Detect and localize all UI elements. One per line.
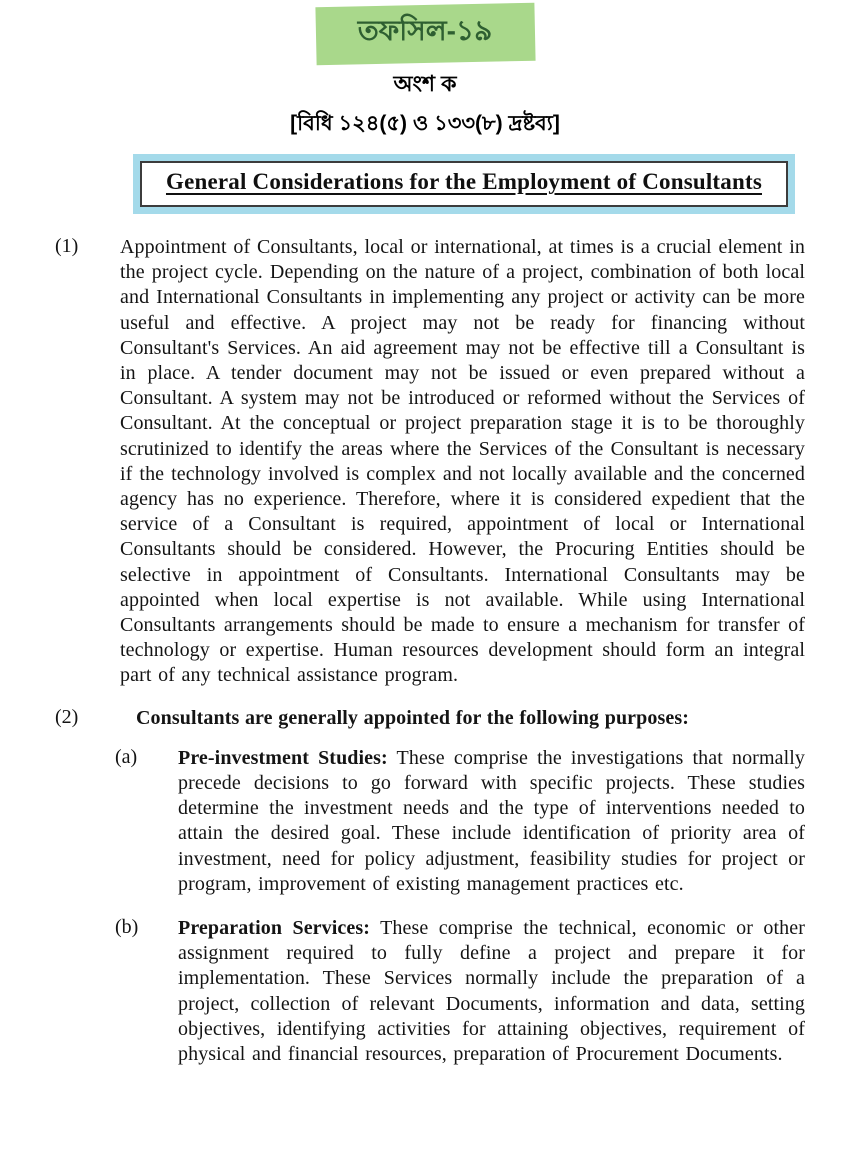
part-label: অংশ ক [393, 71, 457, 96]
paragraph-2-text: Consultants are generally appointed for the following purposes: [136, 706, 689, 729]
sub-paragraph-a-body: These comprise the investigations that normally precede decisions to go forward with specific projects. These studies determine the investment needs and the type of interventions needed to attain the desired goal. These include identification of priority area of investment, need for policy adjustment, feasibility studies for project or program, improvement of existing management practices etc. [178, 746, 805, 895]
sub-paragraph-b-lead: Preparation Services: [178, 917, 371, 940]
paragraph-2-marker: (2) [55, 705, 79, 728]
sub-paragraph-b-marker: (b) [115, 916, 139, 939]
rule-reference: [বিধি ১২৪(৫) ও ১৩৩(৮) দ্রষ্টব্য] [290, 112, 560, 135]
sub-paragraph-b [115, 916, 805, 1067]
main-title-inner-border [140, 161, 788, 207]
document-body [0, 214, 850, 1067]
sub-paragraph-a-marker: (a) [115, 745, 138, 768]
schedule-heading [316, 5, 535, 63]
sub-paragraph-a [115, 746, 805, 897]
main-title-box [133, 154, 795, 214]
document-header [0, 3, 850, 142]
sub-paragraph-b-body: These comprise the technical, economic or other assignment required to fully define a project and prepare it for implementation. These Services normally include the preparation of a project, collection of relevant Documents, information and data, setting objectives, identifying activities for attaining objectives, requirement of physical and financial resources, preparation of Procurement Documents. [178, 917, 805, 1066]
schedule-title: তফসিল-১৯ [357, 15, 493, 46]
sub-paragraph-a-lead: Pre-investment Studies: [178, 746, 388, 769]
sub-paragraph-b-text [178, 916, 805, 1067]
paragraph-1 [55, 235, 805, 689]
paragraph-1-text: Appointment of Consultants, local or international, at times is a crucial element in the project cycle. Depending on the nature of a project, combination of both local and International Consultants in implementing any project or activity can be more useful and effective. A project may not be ready for financing without Consultant's Services. An aid agreement may not be effective till a Consultant is in place. A tender document may not be issued or even prepared without a Consultant. A system may not be introduced or reformed without the Services of Consultant. At the conceptual or project preparation stage it is to be thoroughly scrutinized to identify the areas where the Services of the Consultant is necessary if the technology involved is complex and not locally available and the concerned agency has no experience. Therefore, where it is considered expedient that the service of a Consultant is required, appointment of local or International Consultants should be considered. However, the Procuring Entities should be selective in appointment of Consultants. International Consultants may be appointed when local expertise is not available. While using International Consultants arrangements should be made to ensure a mechanism for transfer of technology or expertise. Human resources development should form an integral part of any technical assistance program. [120, 236, 805, 687]
paragraph-2 [55, 706, 805, 731]
sub-paragraph-a-text [178, 746, 805, 897]
page-title: General Considerations for the Employment of Consultants [165, 169, 762, 194]
paragraph-1-marker: (1) [55, 235, 79, 257]
